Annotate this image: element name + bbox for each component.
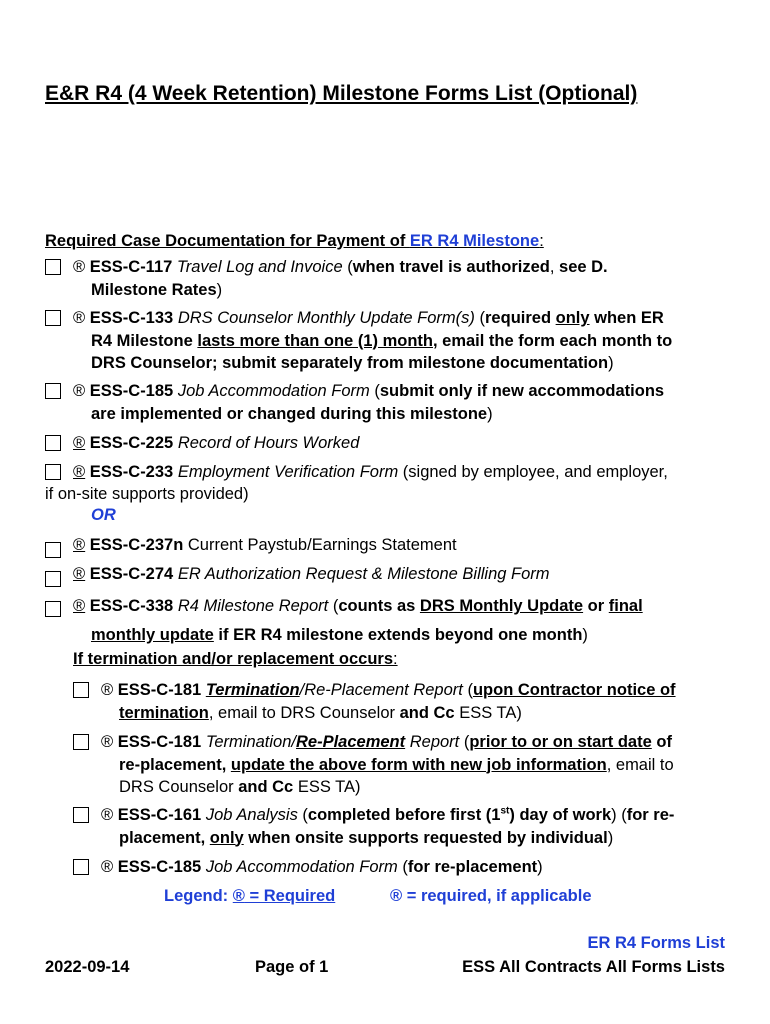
checkbox-ess-c-274[interactable] [45,571,61,587]
form-item-ess-c-274: ® ESS-C-274 ER Authorization Request & Milestone Billing Form [73,565,550,583]
checkbox-ess-c-181-termination[interactable] [73,682,89,698]
form-item-ess-c-181-replacement: ® ESS-C-181 Termination/Re-Placement Report (prior to or on start date of re-placement, update the above form with new job information, email to DRS Counselor and Cc ESS TA) [101,733,674,796]
form-item-ess-c-338: ® ESS-C-338 R4 Milestone Report (counts as DRS Monthly Update or final monthly update if ER R4 milestone extends beyond one month) [73,597,643,644]
checkbox-ess-c-161[interactable] [73,807,89,823]
form-item-ess-c-185: ® ESS-C-185 Job Accommodation Form (submit only if new accommodations are implemented or changed during this milestone) [73,382,665,423]
form-item-ess-c-185-replacement: ® ESS-C-185 Job Accommodation Form (for re-placement) [101,858,543,876]
required-documentation-heading: Required Case Documentation for Payment of ER R4 Milestone: [45,232,544,250]
form-item-ess-c-117: ® ESS-C-117 Travel Log and Invoice (when travel is authorized, see D. Milestone Rates) [73,258,608,299]
form-item-ess-c-161: ® ESS-C-161 Job Analysis (completed before first (1st) day of work) (for re- placement, only when onsite supports requested by individual) [101,805,675,847]
checkbox-ess-c-117[interactable] [45,259,61,275]
footer-date: 2022-09-14 [45,958,130,976]
page-title: E&R R4 (4 Week Retention) Milestone Forms List (Optional) [45,82,638,105]
checkbox-ess-c-237n[interactable] [45,542,61,558]
legend-if-applicable: ® = required, if applicable [390,887,592,905]
form-item-ess-c-237n: ® ESS-C-237n Current Paystub/Earnings Statement [73,536,457,554]
form-item-ess-c-225: ® ESS-C-225 Record of Hours Worked [73,434,360,452]
form-item-ess-c-233: ® ESS-C-233 Employment Verification Form (signed by employee, and employer, [73,463,668,481]
checkbox-ess-c-181-replacement[interactable] [73,734,89,750]
checkbox-ess-c-225[interactable] [45,435,61,451]
footer-collection-name: ESS All Contracts All Forms Lists [462,958,725,976]
er-r4-milestone-link[interactable]: ER R4 Milestone [409,232,540,250]
footer-page-number: Page of 1 [255,958,329,976]
checkbox-ess-c-233[interactable] [45,464,61,480]
legend-required: Legend: ® = Required [164,887,336,905]
form-item-ess-c-133: ® ESS-C-133 DRS Counselor Monthly Update Form(s) (required only when ER R4 Milestone lasts more than one (1) month, email the form each month to DRS Counselor; submit separately from milestone documentation) [73,309,673,372]
termination-heading: If termination and/or replacement occurs: [73,650,398,668]
checkbox-ess-c-338[interactable] [45,601,61,617]
checkbox-ess-c-185[interactable] [45,383,61,399]
footer-form-title: ER R4 Forms List [587,934,725,952]
checkbox-ess-c-185-replacement[interactable] [73,859,89,875]
form-item-ess-c-181-termination: ® ESS-C-181 Termination/Re-Placement Report (upon Contractor notice of termination, email to DRS Counselor and Cc ESS TA) [101,681,676,722]
or-separator: OR [91,506,116,524]
checkbox-ess-c-133[interactable] [45,310,61,326]
form-item-ess-c-233-continued: if on-site supports provided) [45,485,249,503]
